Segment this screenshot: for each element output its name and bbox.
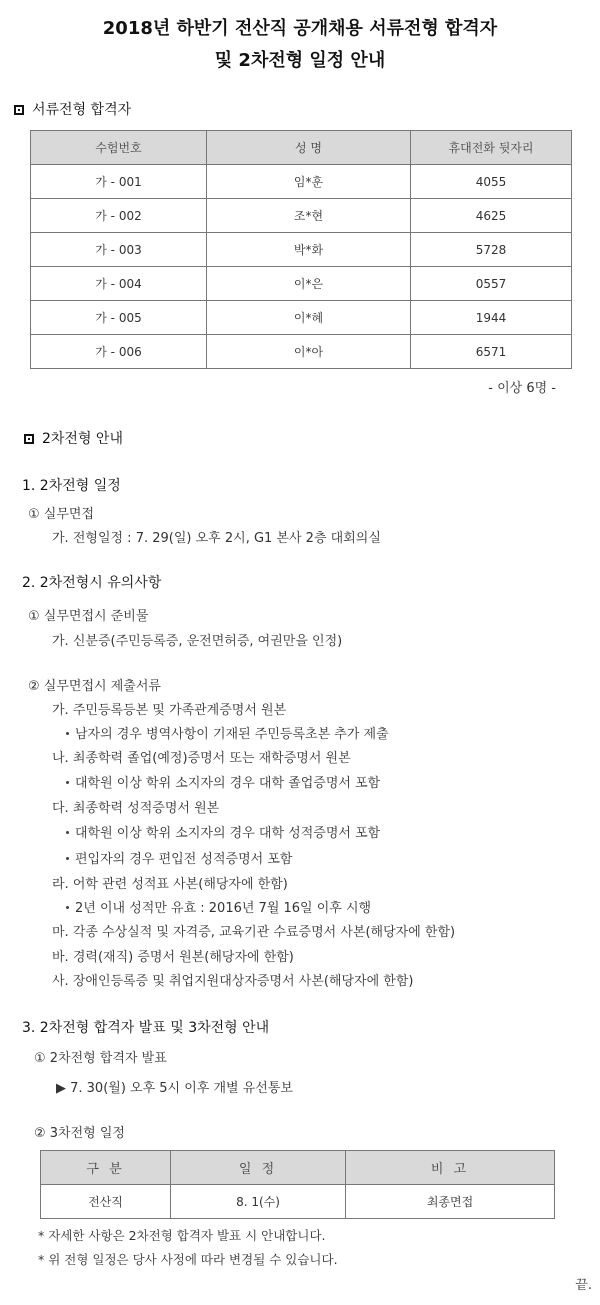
candidate-name: 이*은 [207, 267, 411, 301]
s1-sub: ① 실무면접 [28, 507, 95, 522]
s2-sub1: ① 실무면접시 준비물 [28, 609, 149, 624]
s3-sub1-item: ▶ 7. 30(월) 오후 5시 이후 개별 유선통보 [56, 1081, 293, 1096]
remark-cell: 최종면접 [346, 1185, 555, 1219]
list-item: 나. 최종학력 졸업(예정)증명서 또는 재학증명서 원본 [52, 751, 351, 766]
list-item: 대학원 이상 학위 소지자의 경우 대학 졸업증명서 포함 [66, 772, 380, 791]
table-row [31, 335, 572, 369]
candidate-name: 이*혜 [207, 301, 411, 335]
exam-no: 가 - 004 [31, 267, 207, 301]
third-stage-header [41, 1151, 555, 1185]
header-name: 성 명 [207, 131, 411, 165]
list-item: 편입자의 경우 편입전 성적증명서 포함 [66, 848, 292, 867]
exam-no: 가 - 006 [31, 335, 207, 369]
third-stage-table [40, 1150, 555, 1219]
header-schedule: 일 정 [171, 1151, 346, 1185]
bullet-dot-icon [66, 732, 69, 735]
pass-table [30, 130, 572, 369]
s3-sub1: ① 2차전형 합격자 발표 [34, 1051, 167, 1066]
exam-no: 가 - 001 [31, 165, 207, 199]
square-bullet-icon [24, 434, 34, 444]
table-row [31, 233, 572, 267]
list-item: 남자의 경우 병역사항이 기재된 주민등록초본 추가 제출 [66, 723, 389, 742]
s1-item: 가. 전형일정 : 7. 29(일) 오후 2시, G1 본사 2층 대회의실 [52, 531, 381, 546]
list-item: 대학원 이상 학위 소지자의 경우 대학 성적증명서 포함 [66, 822, 380, 841]
list-item: 바. 경력(재직) 증명서 원본(해당자에 한함) [52, 950, 294, 965]
note-1: * 자세한 사항은 2차전형 합격자 발표 시 안내합니다. [38, 1228, 326, 1243]
table-row [31, 199, 572, 233]
phone-suffix: 0557 [411, 267, 572, 301]
section-second-stage-label: 2차전형 안내 [42, 431, 123, 447]
bullet-dot-icon [66, 781, 69, 784]
s2-sub2: ② 실무면접시 제출서류 [28, 679, 161, 694]
list-item: 마. 각종 수상실적 및 자격증, 교육기관 수료증명서 사본(해당자에 한함) [52, 925, 456, 940]
phone-suffix: 6571 [411, 335, 572, 369]
header-exam-no: 수험번호 [31, 131, 207, 165]
section-doc-pass-label: 서류전형 합격자 [32, 102, 132, 118]
list-item: 다. 최종학력 성적증명서 원본 [52, 801, 220, 816]
s2-heading: 2. 2차전형시 유의사항 [22, 575, 162, 591]
header-category: 구 분 [41, 1151, 171, 1185]
phone-suffix: 4055 [411, 165, 572, 199]
header-remark: 비 고 [346, 1151, 555, 1185]
s1-heading: 1. 2차전형 일정 [22, 478, 121, 494]
category-cell: 전산직 [41, 1185, 171, 1219]
table-row [41, 1185, 555, 1219]
s2-sub1-item: 가. 신분증(주민등록증, 운전면허증, 여권만을 인정) [52, 634, 343, 649]
header-phone: 휴대전화 뒷자리 [411, 131, 572, 165]
section-second-stage [24, 428, 123, 448]
note-2: * 위 전형 일정은 당사 사정에 따라 변경될 수 있습니다. [38, 1252, 338, 1267]
end-mark: 끝. [575, 1278, 592, 1293]
list-item: 라. 어학 관련 성적표 사본(해당자에 한함) [52, 877, 288, 892]
candidate-name: 이*아 [207, 335, 411, 369]
doc-title-line1: 2018년 하반기 전산직 공개채용 서류전형 합격자 [102, 18, 498, 39]
pass-table-header [31, 131, 572, 165]
list-item: 가. 주민등록등본 및 가족관계증명서 원본 [52, 703, 287, 718]
exam-no: 가 - 003 [31, 233, 207, 267]
list-item: 사. 장애인등록증 및 취업지원대상자증명서 사본(해당자에 한함) [52, 974, 414, 989]
phone-suffix: 1944 [411, 301, 572, 335]
table-row [31, 301, 572, 335]
table-row [31, 267, 572, 301]
candidate-name: 박*화 [207, 233, 411, 267]
phone-suffix: 4625 [411, 199, 572, 233]
doc-title-line2: 및 2차전형 일정 안내 [214, 50, 386, 71]
section-doc-pass [14, 99, 131, 119]
schedule-cell: 8. 1(수) [171, 1185, 346, 1219]
s3-sub2: ② 3차전형 일정 [34, 1126, 125, 1141]
candidate-name: 임*훈 [207, 165, 411, 199]
exam-no: 가 - 002 [31, 199, 207, 233]
bullet-dot-icon [66, 831, 69, 834]
table-row [31, 165, 572, 199]
exam-no: 가 - 005 [31, 301, 207, 335]
bullet-dot-icon [66, 857, 69, 860]
candidate-name: 조*현 [207, 199, 411, 233]
bullet-dot-icon [66, 906, 69, 909]
pass-total: - 이상 6명 - [488, 381, 556, 396]
list-item: 2년 이내 성적만 유효 : 2016년 7월 16일 이후 시행 [66, 897, 371, 916]
square-bullet-icon [14, 105, 24, 115]
phone-suffix: 5728 [411, 233, 572, 267]
s3-heading: 3. 2차전형 합격자 발표 및 3차전형 안내 [22, 1020, 270, 1036]
